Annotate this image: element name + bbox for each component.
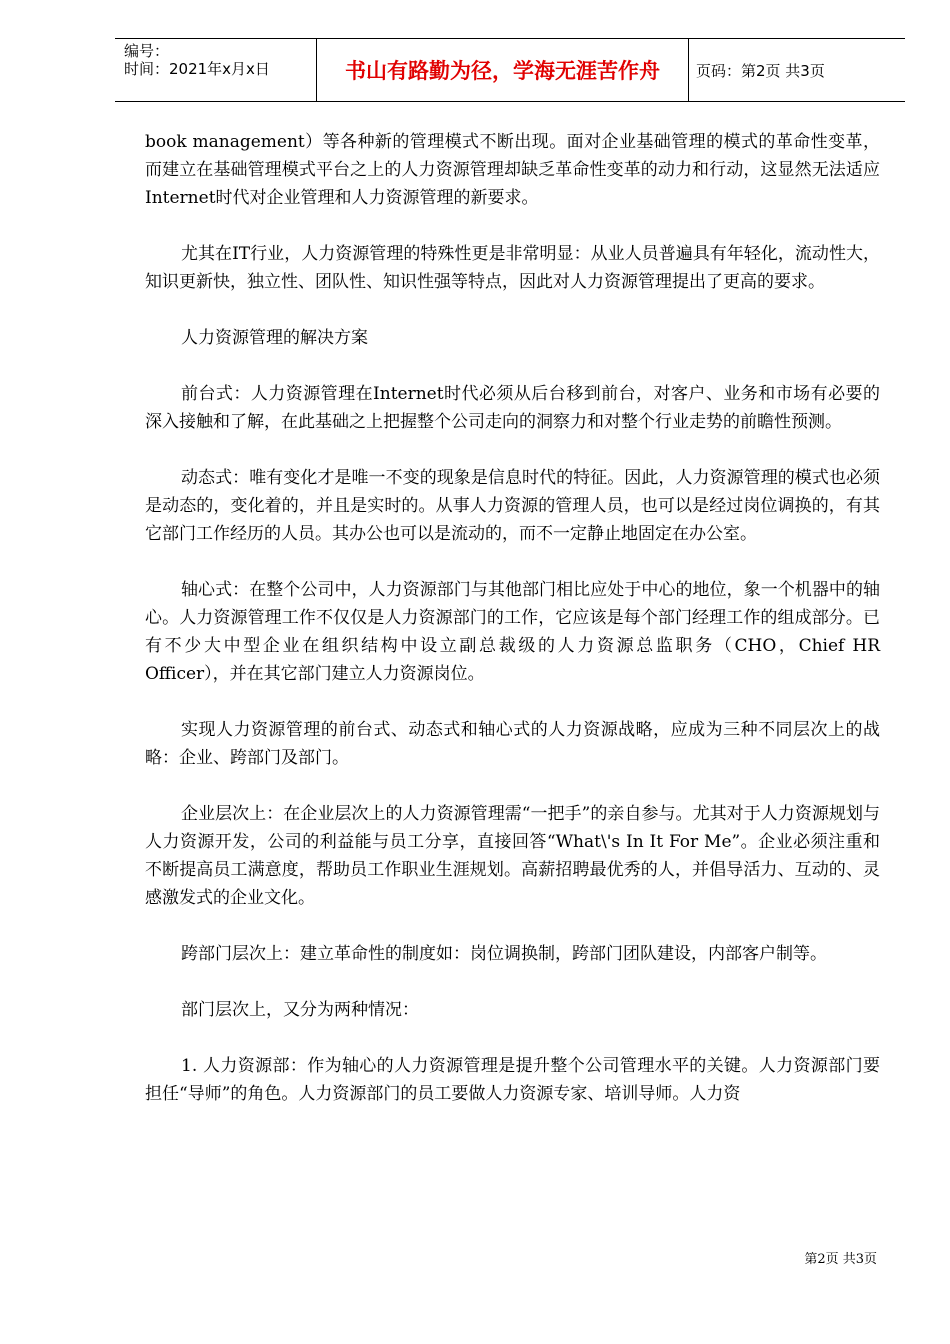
body-paragraph: 尤其在IT行业，人力资源管理的特殊性更是非常明显：从业人员普遍具有年轻化，流动性大，知识更新快，独立性、团队性、知识性强等特点，因此对人力资源管理提出了更高的要求。 <box>145 244 880 292</box>
section-heading: 人力资源管理的解决方案 <box>181 328 368 348</box>
body-paragraph: book management）等各种新的管理模式不断出现。面对企业基础管理的模式的革命性变革，而建立在基础管理模式平台之上的人力资源管理却缺乏革命性变革的动力和行动，这显然无法适应Internet时代对企业管理和人力资源管理的新要求。 <box>145 132 880 208</box>
body-paragraph: 动态式：唯有变化才是唯一不变的现象是信息时代的特征。因此，人力资源管理的模式也必须是动态的，变化着的，并且是实时的。从事人力资源的管理人员，也可以是经过岗位调换的，有其它部门工作经历的人员。其办公也可以是流动的，而不一定静止地固定在办公室。 <box>145 468 880 544</box>
document-number-label: 编号： <box>124 42 170 60</box>
document-body <box>145 128 880 1136</box>
header-meta <box>115 39 317 101</box>
body-paragraph: 轴心式：在整个公司中，人力资源部门与其他部门相比应处于中心的地位，象一个机器中的轴心。人力资源管理工作不仅仅是人力资源部门的工作，它应该是每个部门经理工作的组成部分。已有不少大中型企业在组织结构中设立副总裁级的人力资源总监职务（CHO，Chief HR Officer），并在其它部门建立人力资源岗位。 <box>145 580 880 684</box>
body-paragraph: 前台式：人力资源管理在Internet时代必须从后台移到前台，对客户、业务和市场有必要的深入接触和了解，在此基础之上把握整个公司走向的洞察力和对整个行业走势的前瞻性预测。 <box>145 384 880 432</box>
body-paragraph: 1. 人力资源部：作为轴心的人力资源管理是提升整个公司管理水平的关键。人力资源部门要担任“导师”的角色。人力资源部门的员工要做人力资源专家、培训导师。人力资 <box>145 1056 880 1104</box>
body-paragraph: 部门层次上，又分为两种情况： <box>181 1000 419 1020</box>
page-footer: 第2页 共3页 <box>804 1252 877 1267</box>
header-motto: 书山有路勤为径，学海无涯苦作舟 <box>317 39 689 101</box>
page-header <box>115 38 905 102</box>
body-paragraph: 实现人力资源管理的前台式、动态式和轴心式的人力资源战略，应成为三种不同层次上的战略：企业、跨部门及部门。 <box>145 720 880 768</box>
header-page-number: 页码：第2页 共3页 <box>696 61 825 80</box>
body-paragraph: 跨部门层次上：建立革命性的制度如：岗位调换制，跨部门团队建设，内部客户制等。 <box>181 944 827 964</box>
document-time-label: 时间：2021年x月x日 <box>124 60 270 78</box>
body-paragraph: 企业层次上：在企业层次上的人力资源管理需“一把手”的亲自参与。尤其对于人力资源规划与人力资源开发，公司的利益能与员工分享，直接回答“What\'s In It For Me”。企业必须注重和不断提高员工满意度，帮助员工作职业生涯规划。高薪招聘最优秀的人，并倡导活力、互动的、灵感激发式的企业文化。 <box>145 804 880 908</box>
